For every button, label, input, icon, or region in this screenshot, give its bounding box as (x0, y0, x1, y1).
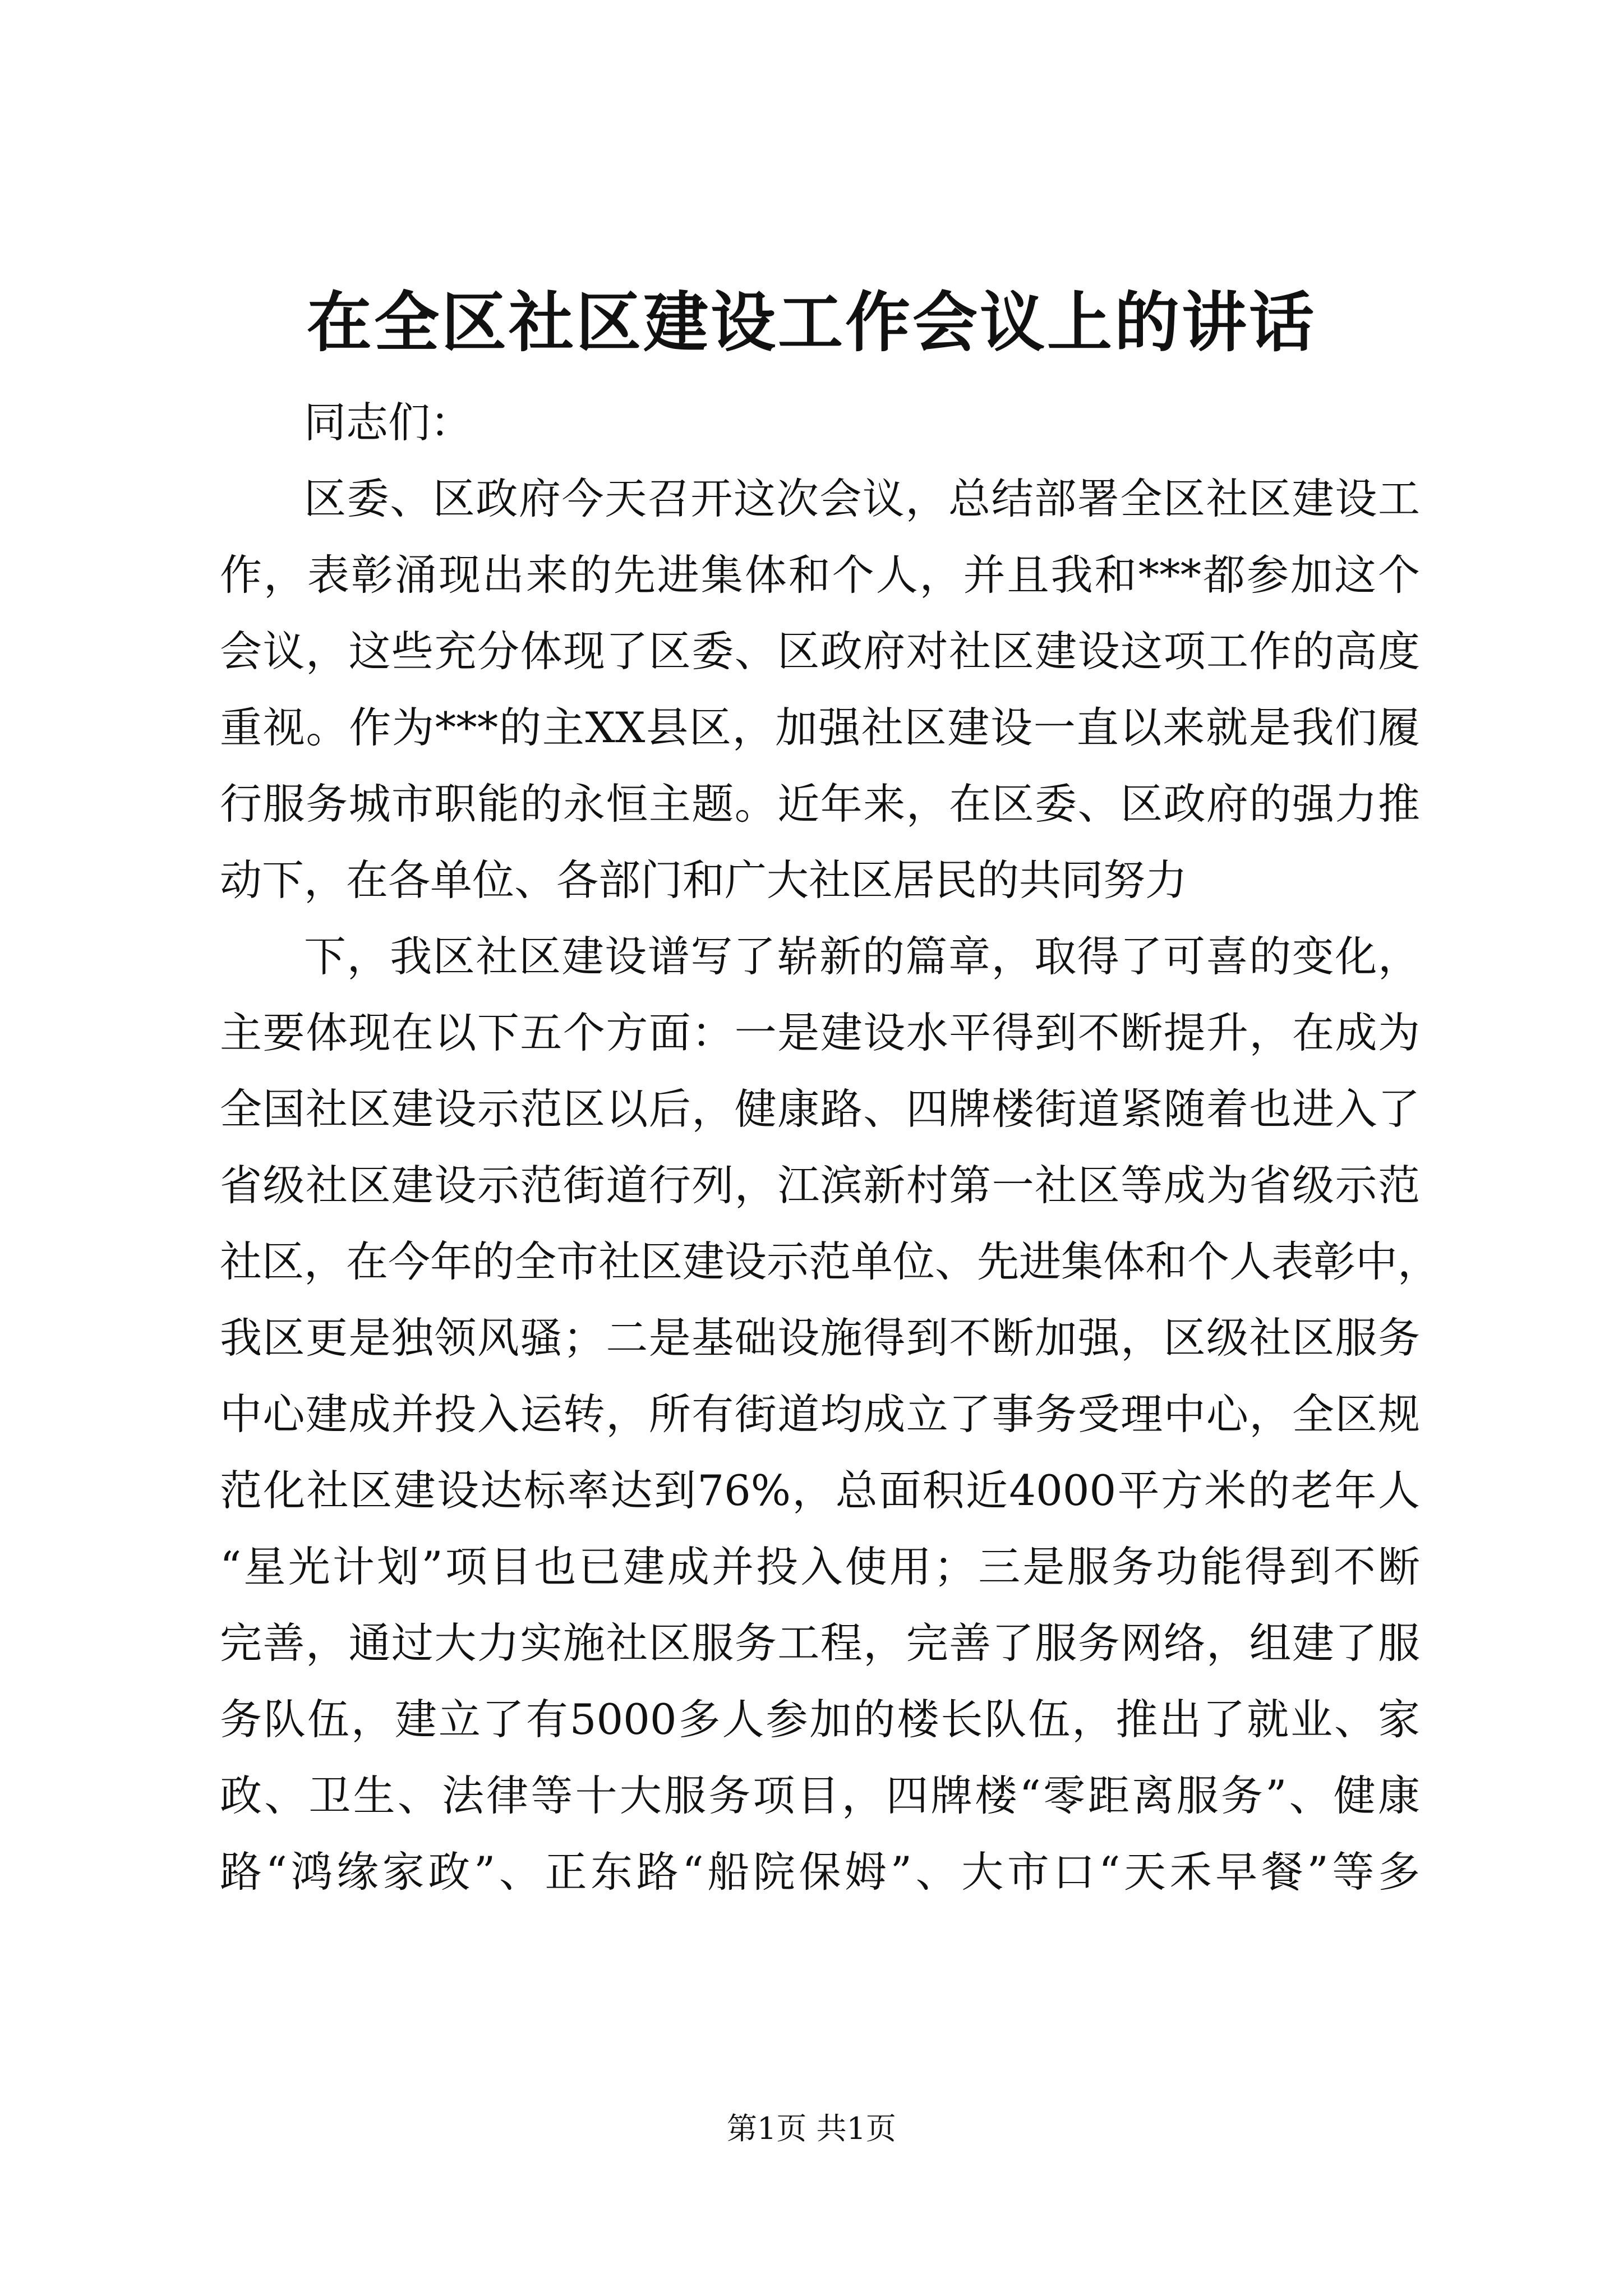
paragraph-2-line: 政、卫生、法律等十大服务项目，四牌楼“零距离服务”、健康 (220, 1771, 1420, 1820)
paragraph-1-line: 行服务城市职能的永恒主题。近年来，在区委、区政府的强力推 (220, 779, 1420, 829)
paragraph-2-line: 全国社区建设示范区以后，健康路、四牌楼街道紧随着也进入了 (220, 1084, 1420, 1134)
paragraph-1-line: 区委、区政府今天召开这次会议，总结部署全区社区建设工 (304, 474, 1420, 523)
paragraph-2-line: “星光计划”项目也已建成并投入使用；三是服务功能得到不断 (220, 1542, 1420, 1591)
page-number: 第1页 共1页 (727, 2111, 896, 2146)
paragraph-2-line: 中心建成并投入运转，所有街道均成立了事务受理中心，全区规 (220, 1389, 1420, 1439)
paragraph-1-line: 会议，这些充分体现了区委、区政府对社区建设这项工作的高度 (220, 627, 1420, 676)
paragraph-2-line: 社区，在今年的全市社区建设示范单位、先进集体和个人表彰中， (220, 1237, 1440, 1286)
document-title: 在全区社区建设工作会议上的讲话 (307, 284, 1316, 361)
paragraph-2-line: 范化社区建设达标率达到76%，总面积近4000平方米的老年人 (220, 1466, 1420, 1515)
paragraph-2-line: 务队伍，建立了有5000多人参加的楼长队伍，推出了就业、家 (220, 1695, 1420, 1744)
paragraph-1-line: 重视。作为***的主XX县区，加强社区建设一直以来就是我们履 (220, 703, 1420, 752)
paragraph-2-line: 完善，通过大力实施社区服务工程，完善了服务网络，组建了服 (220, 1618, 1420, 1668)
paragraph-2-line: 下，我区社区建设谱写了崭新的篇章，取得了可喜的变化， (304, 932, 1420, 981)
paragraph-2-line: 我区更是独领风骚；二是基础设施得到不断加强，区级社区服务 (220, 1313, 1420, 1363)
paragraph-2-line: 主要体现在以下五个方面：一是建设水平得到不断提升，在成为 (220, 1008, 1420, 1057)
salutation: 同志们： (304, 398, 473, 447)
paragraph-1-line: 作，表彰涌现出来的先进集体和个人，并且我和***都参加这个 (220, 550, 1420, 600)
paragraph-1-line: 动下，在各单位、各部门和广大社区居民的共同努力 (220, 855, 1188, 905)
paragraph-2-line: 路“鸿缘家政”、正东路“船院保姆”、大市口“天禾早餐”等多 (220, 1847, 1420, 1897)
paragraph-2-line: 省级社区建设示范街道行列，江滨新村第一社区等成为省级示范 (220, 1161, 1420, 1210)
document-body (220, 384, 1440, 1910)
page-footer (0, 2109, 1623, 2148)
